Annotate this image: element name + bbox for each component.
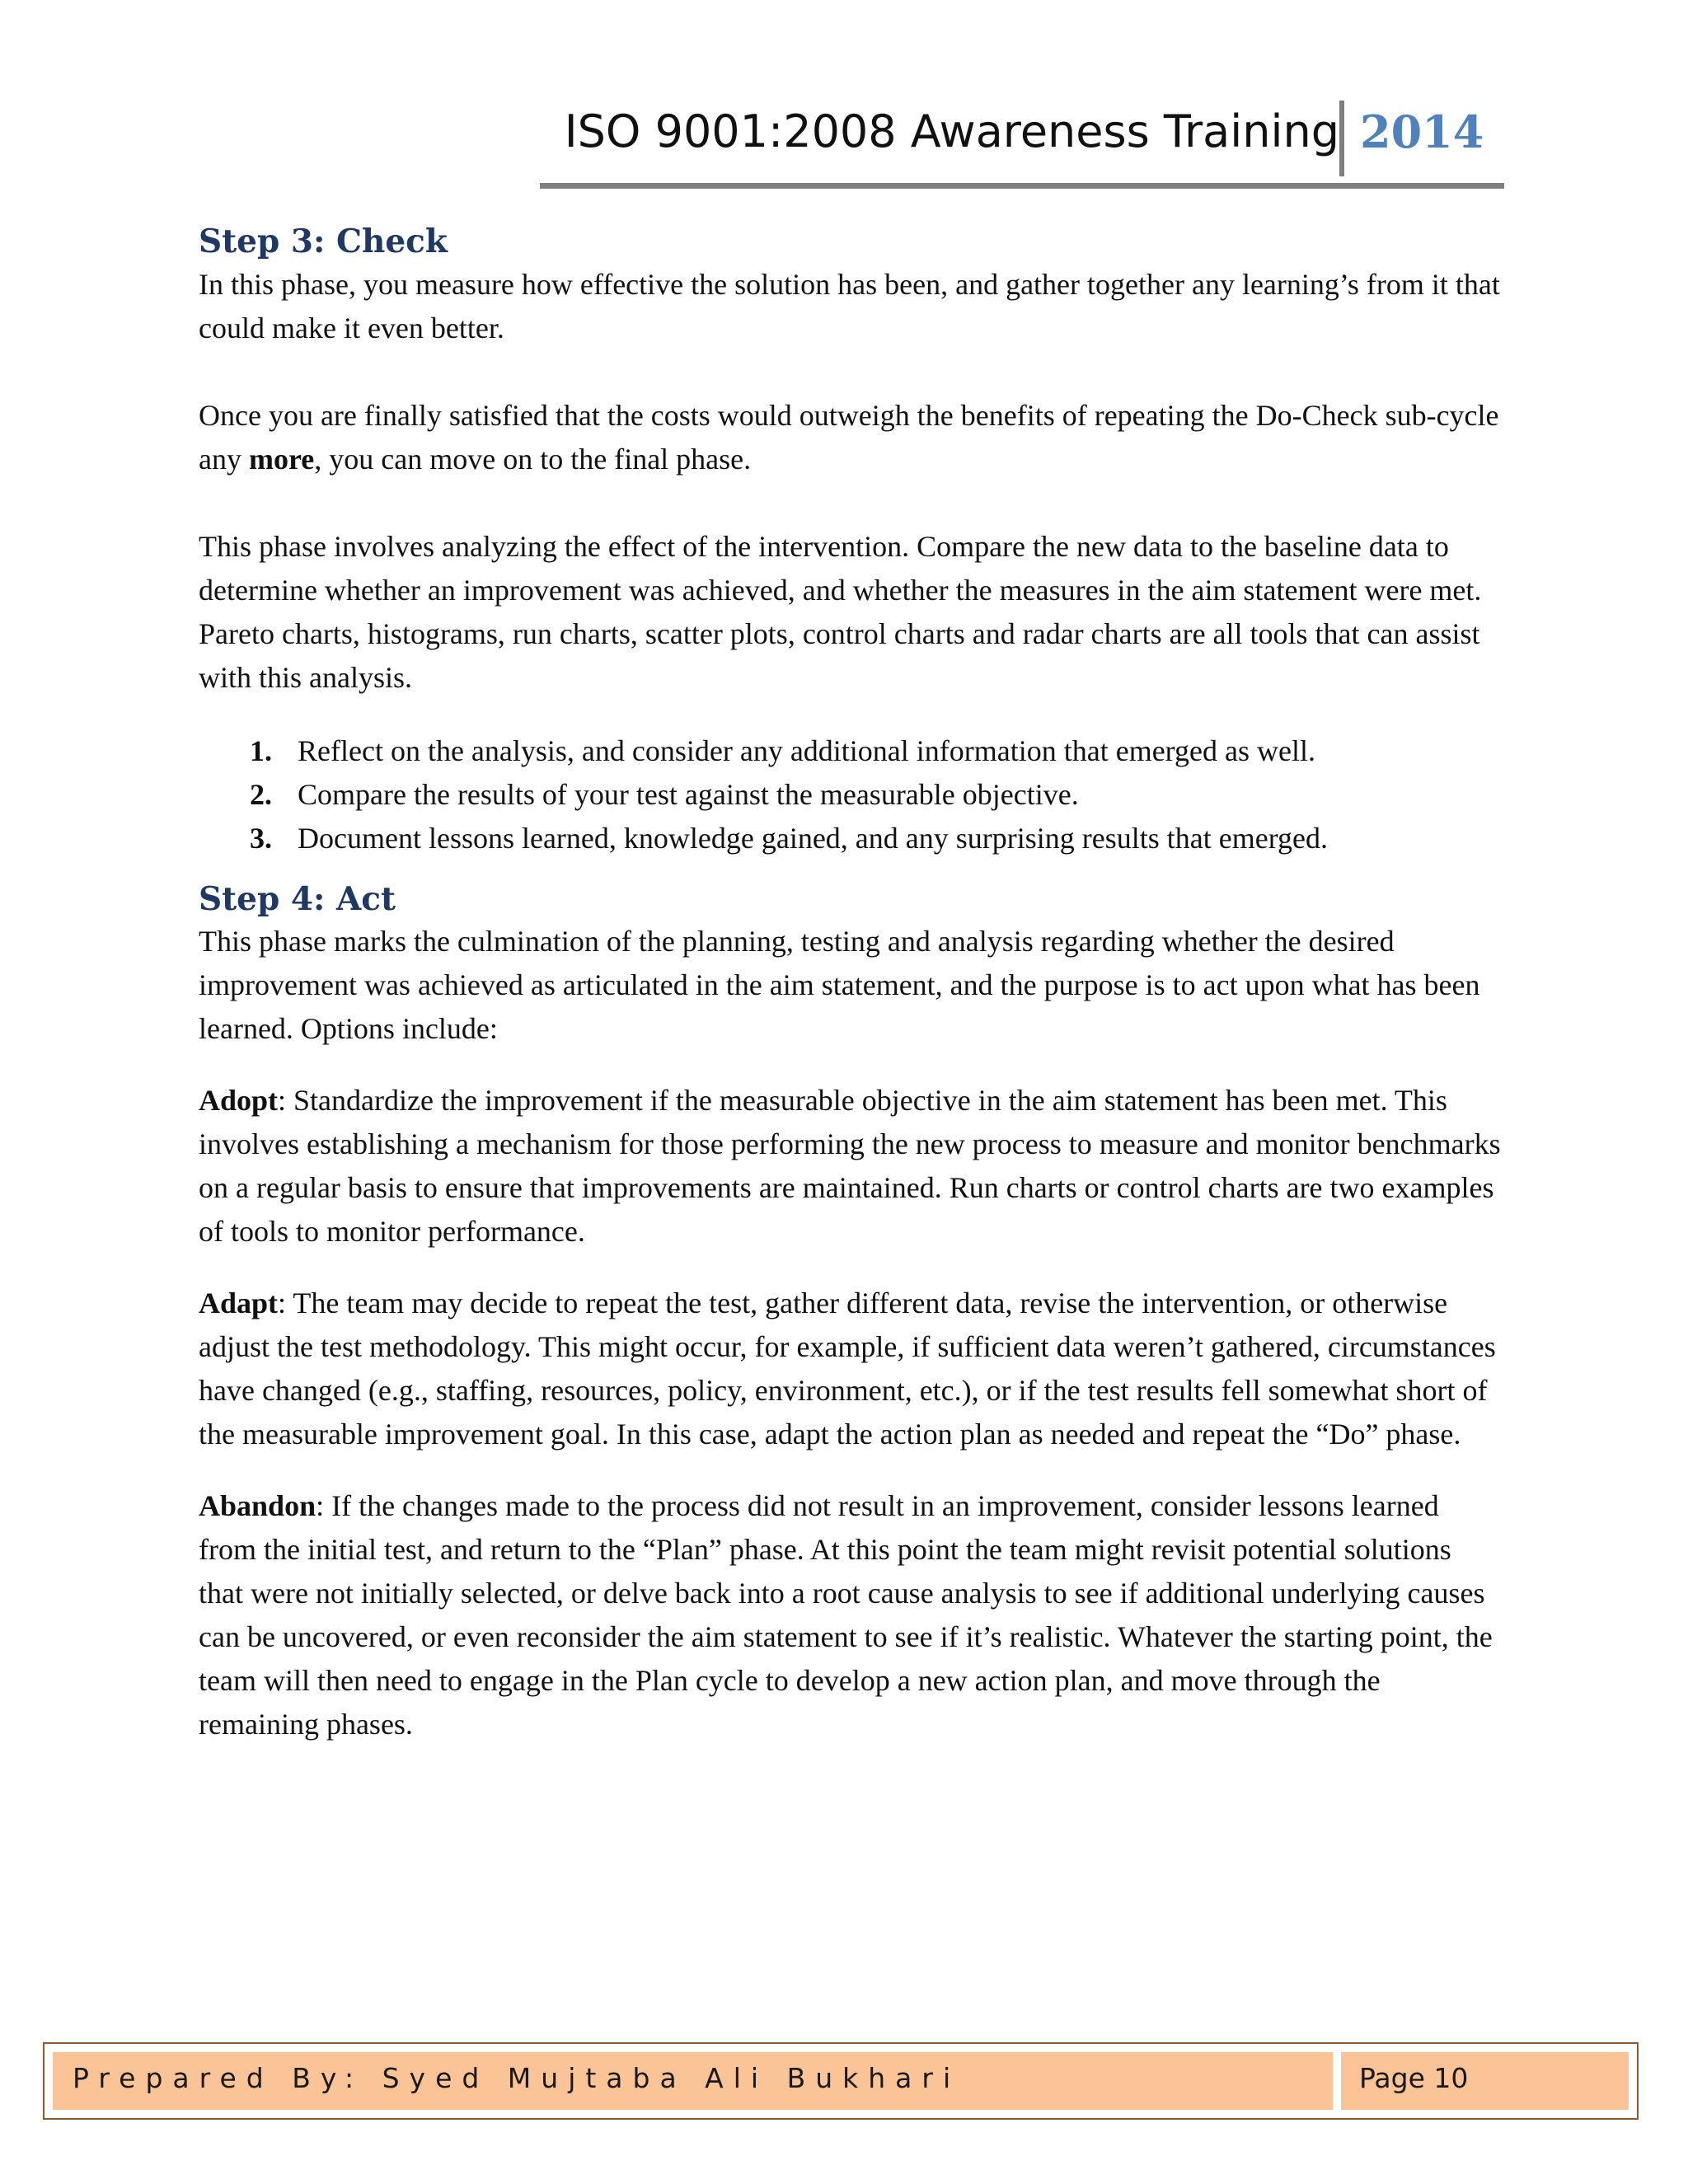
list-item-number: 1. xyxy=(250,733,272,767)
document-title: ISO 9001:2008 Awareness Training xyxy=(564,105,1339,157)
abandon-label: Abandon xyxy=(199,1489,316,1523)
page-footer xyxy=(43,2042,1639,2120)
page-header xyxy=(540,97,1504,189)
header-divider xyxy=(1339,101,1344,176)
adopt-label: Adopt xyxy=(199,1084,279,1118)
step3-paragraph-1: In this phase, you measure how effective the solution has been, and gather together any learning’s from it that could make it even better. xyxy=(199,267,1500,344)
step3-paragraph-2-end: , you can move on to the final phase. xyxy=(314,442,752,476)
step3-paragraph-2 xyxy=(199,394,1501,481)
page-number: Page 10 xyxy=(1359,2062,1469,2094)
list-item-text: Reflect on the analysis, and consider any additional information that emerged as well. xyxy=(298,733,1315,767)
abandon-paragraph xyxy=(199,1484,1501,1746)
adapt-text: : The team may decide to repeat the test, gather different data, revise the intervention, or otherwise adjust the test methodology. This might occur, for example, if sufficient data weren’t gathered, circumstances have changed (e.g., staffing, resources, policy, environment, etc.), or if the test results fell somewhat short of the measurable improvement goal. In this case, adapt the action plan as needed and repeat the “Do” phase. xyxy=(199,1286,1496,1451)
footer-author-cell xyxy=(53,2052,1333,2110)
step3-heading: Step 3: Check xyxy=(199,223,448,260)
step4-heading: Step 4: Act xyxy=(199,879,396,918)
step4-intro: This phase marks the culmination of the planning, testing and analysis regarding whether the desired improvement was achieved as articulated in the aim statement, and the purpose is to act upon what has been learned. Options include: xyxy=(199,925,1480,1046)
document-year: 2014 xyxy=(1360,105,1484,158)
list-item-number: 3. xyxy=(250,821,272,855)
list-item-text: Document lessons learned, knowledge gained, and any surprising results that emerged. xyxy=(298,821,1329,855)
list-item xyxy=(250,729,1501,773)
footer-prepared-by: Prepared By: Syed Mujtaba Ali Bukhari xyxy=(73,2062,961,2094)
list-item-text: Compare the results of your test against the measurable objective. xyxy=(298,777,1079,811)
abandon-text: : If the changes made to the process did not result in an improvement, consider lessons learned from the initial test, and return to the “Plan” phase. At this point the team might revisit potential solutions that were not initially selected, or delve back into a root cause analysis to see if additional underlying causes can be uncovered, or even reconsider the aim statement to see if it’s realistic. Whatever the starting point, the team will then need to engage in the Plan cycle to develop a new action plan, and move through the remaining phases. xyxy=(199,1489,1493,1741)
list-item xyxy=(250,817,1501,860)
step3-paragraph-3: This phase involves analyzing the effect of the intervention. Compare the new data to the baseline data to determine whether an improvement was achieved, and whether the measures in the aim statement were met. Pareto charts, histograms, run charts, scatter plots, control charts and radar charts are all tools that can assist with this analysis. xyxy=(199,529,1482,694)
step3-paragraph-2-start: Once you are finally satisfied that the costs would outweigh the benefits of repeating the Do-Check sub-cycle any xyxy=(199,398,1499,476)
adapt-label: Adapt xyxy=(199,1286,279,1320)
adapt-paragraph xyxy=(199,1282,1501,1456)
adopt-text: : Standardize the improvement if the measurable objective in the aim statement has been met. This involves establishing a mechanism for those performing the new process to measure and monitor benchmarks on a regular basis to ensure that improvements are maintained. Run charts or control charts are two examples of tools to monitor performance. xyxy=(199,1084,1501,1249)
list-item-number: 2. xyxy=(250,777,272,811)
step3-list xyxy=(199,729,1501,860)
step3-paragraph-2-bold: more xyxy=(248,442,315,476)
adopt-paragraph xyxy=(199,1079,1501,1254)
page-content xyxy=(199,216,1501,1746)
footer-page-cell xyxy=(1341,2052,1629,2110)
list-item xyxy=(250,773,1501,817)
